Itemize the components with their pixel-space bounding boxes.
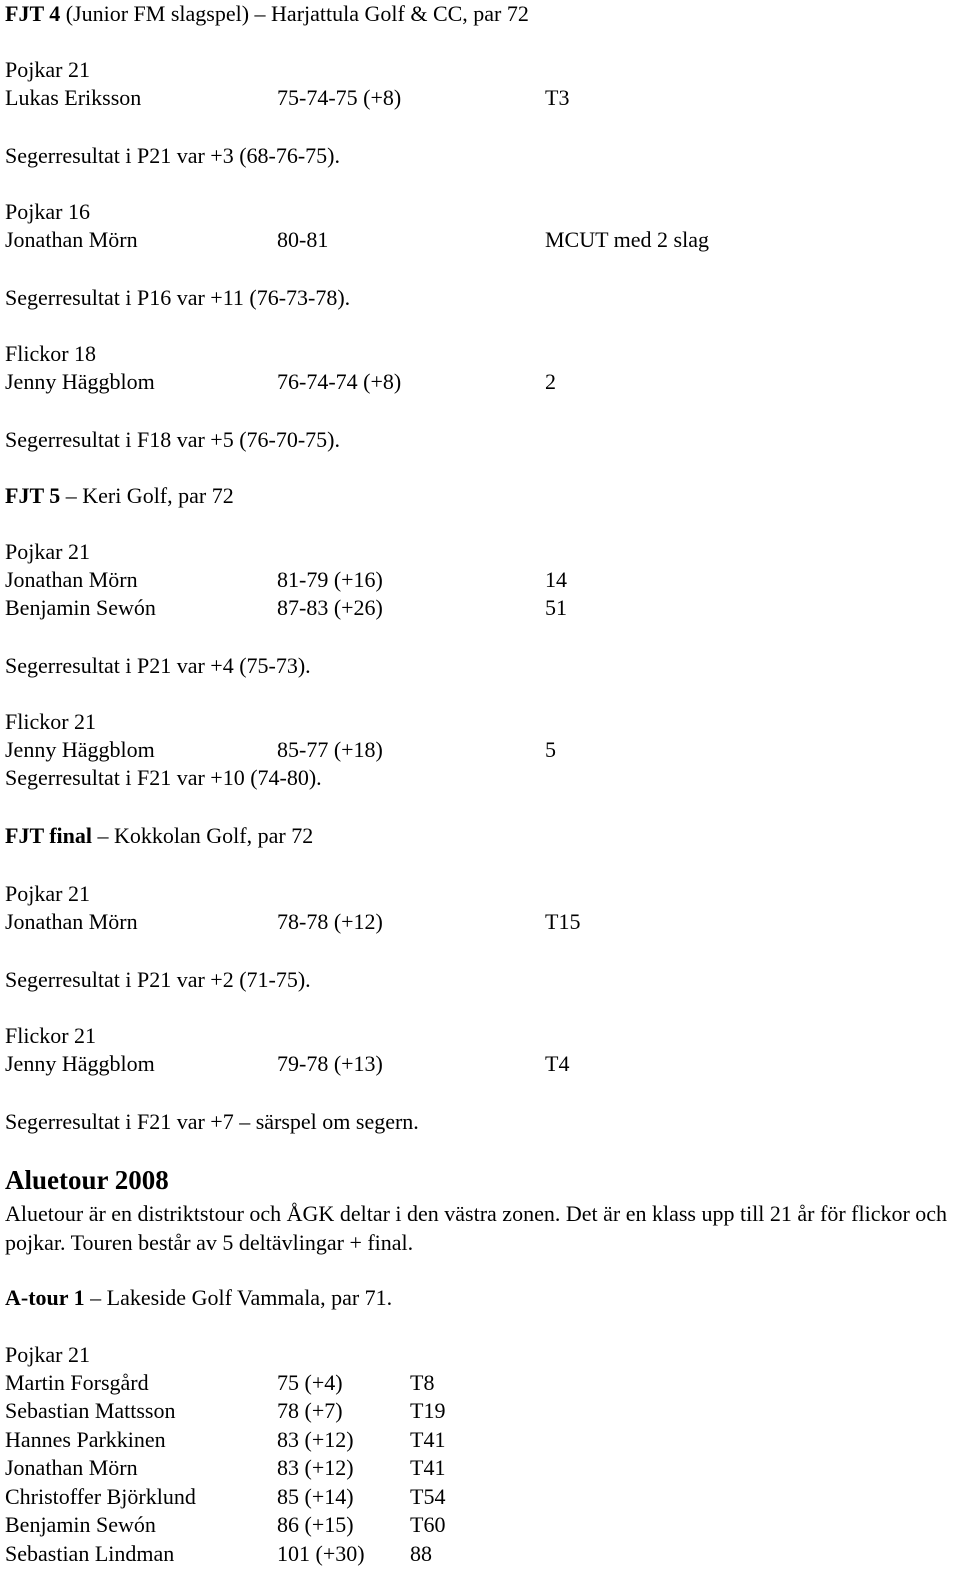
winner-note: Segerresultat i P16 var +11 (76-73-78). — [5, 285, 351, 310]
fjt4-title-rest: (Junior FM slagspel) – Harjattula Golf & CC, par 72 — [65, 1, 529, 26]
player-name: Jonathan Mörn — [5, 909, 138, 934]
atour1-title-rest: – Lakeside Golf Vammala, par 71. — [90, 1285, 393, 1310]
class-label: Pojkar 21 — [5, 539, 90, 564]
result-row — [5, 1050, 945, 1078]
player-place: T60 — [410, 1512, 446, 1537]
player-score: 85 (+14) — [277, 1484, 354, 1509]
player-score: 75 (+4) — [277, 1370, 343, 1395]
table-row — [5, 1511, 945, 1539]
aluetour-paragraph: Aluetour är en distriktstour och ÅGK deltar i den västra zonen. Det är en klass upp till 21 år för flickor och pojkar. Touren består av 5 deltävlingar + final. — [5, 1201, 948, 1255]
winner-note: Segerresultat i F21 var +10 (74-80). — [5, 765, 322, 790]
player-score: 83 (+12) — [277, 1427, 354, 1452]
winner-note: Segerresultat i P21 var +2 (71-75). — [5, 967, 311, 992]
result-row — [5, 594, 945, 622]
player-name: Martin Forsgård — [5, 1370, 149, 1395]
fjt5-heading — [5, 482, 234, 510]
player-name: Benjamin Sewón — [5, 595, 156, 620]
player-place: 5 — [545, 737, 556, 762]
fjtfinal-title-rest: – Kokkolan Golf, par 72 — [97, 823, 314, 848]
table-row — [5, 1483, 945, 1511]
player-place: 88 — [410, 1541, 432, 1566]
table-row — [5, 1540, 945, 1568]
player-score: 79-78 (+13) — [277, 1051, 383, 1076]
player-score: 78 (+7) — [277, 1398, 343, 1423]
winner-note: Segerresultat i P21 var +3 (68-76-75). — [5, 143, 340, 168]
table-row — [5, 1369, 945, 1397]
player-name: Jonathan Mörn — [5, 227, 138, 252]
winner-note: Segerresultat i F18 var +5 (76-70-75). — [5, 427, 340, 452]
player-name: Jonathan Mörn — [5, 567, 138, 592]
player-name: Jonathan Mörn — [5, 1455, 138, 1480]
class-label: Pojkar 21 — [5, 1342, 90, 1367]
fjt4-title-bold: FJT 4 — [5, 1, 61, 26]
player-name: Christoffer Björklund — [5, 1484, 196, 1509]
winner-note: Segerresultat i P21 var +4 (75-73). — [5, 653, 311, 678]
class-label: Pojkar 21 — [5, 57, 90, 82]
atour1-title-bold: A-tour 1 — [5, 1285, 85, 1310]
player-score: 78-78 (+12) — [277, 909, 383, 934]
class-label: Pojkar 21 — [5, 881, 90, 906]
player-name: Sebastian Mattsson — [5, 1398, 176, 1423]
player-place: T4 — [545, 1051, 570, 1076]
result-row — [5, 566, 945, 594]
fjt5-title-bold: FJT 5 — [5, 483, 61, 508]
player-place: 2 — [545, 369, 556, 394]
player-place: T8 — [410, 1370, 435, 1395]
result-row — [5, 368, 945, 396]
player-name: Lukas Eriksson — [5, 85, 142, 110]
player-score: 85-77 (+18) — [277, 737, 383, 762]
player-place: T19 — [410, 1398, 446, 1423]
table-row — [5, 1397, 945, 1425]
player-place: T3 — [545, 85, 570, 110]
player-place: 51 — [545, 595, 567, 620]
result-row — [5, 84, 945, 112]
atour1-heading — [5, 1284, 392, 1312]
class-label: Pojkar 16 — [5, 199, 90, 224]
winner-note: Segerresultat i F21 var +7 – särspel om segern. — [5, 1109, 419, 1134]
player-place: T54 — [410, 1484, 446, 1509]
player-place: T15 — [545, 909, 581, 934]
result-row — [5, 226, 945, 254]
player-score: 81-79 (+16) — [277, 567, 383, 592]
player-name: Sebastian Lindman — [5, 1541, 175, 1566]
player-name: Hannes Parkkinen — [5, 1427, 166, 1452]
player-score: 80-81 — [277, 227, 329, 252]
player-name: Jenny Häggblom — [5, 369, 155, 394]
fjt4-heading — [5, 0, 529, 28]
class-label: Flickor 18 — [5, 341, 97, 366]
player-score: 76-74-74 (+8) — [277, 369, 402, 394]
player-score: 83 (+12) — [277, 1455, 354, 1480]
player-score: 87-83 (+26) — [277, 595, 383, 620]
fjtfinal-heading — [5, 822, 313, 850]
table-row — [5, 1426, 945, 1454]
player-score: 75-74-75 (+8) — [277, 85, 402, 110]
player-score: 101 (+30) — [277, 1541, 365, 1566]
class-label: Flickor 21 — [5, 709, 97, 734]
aluetour-heading: Aluetour 2008 — [5, 1165, 169, 1195]
result-row — [5, 908, 945, 936]
player-place: T41 — [410, 1455, 446, 1480]
player-place: T41 — [410, 1427, 446, 1452]
player-name: Jenny Häggblom — [5, 1051, 155, 1076]
table-row — [5, 1454, 945, 1482]
player-place: MCUT med 2 slag — [545, 227, 709, 252]
player-name: Jenny Häggblom — [5, 737, 155, 762]
class-label: Flickor 21 — [5, 1023, 97, 1048]
fjtfinal-title-bold: FJT final — [5, 823, 93, 848]
player-score: 86 (+15) — [277, 1512, 354, 1537]
player-place: 14 — [545, 567, 567, 592]
player-name: Benjamin Sewón — [5, 1512, 156, 1537]
result-row — [5, 736, 945, 764]
fjt5-title-rest: – Keri Golf, par 72 — [65, 483, 234, 508]
